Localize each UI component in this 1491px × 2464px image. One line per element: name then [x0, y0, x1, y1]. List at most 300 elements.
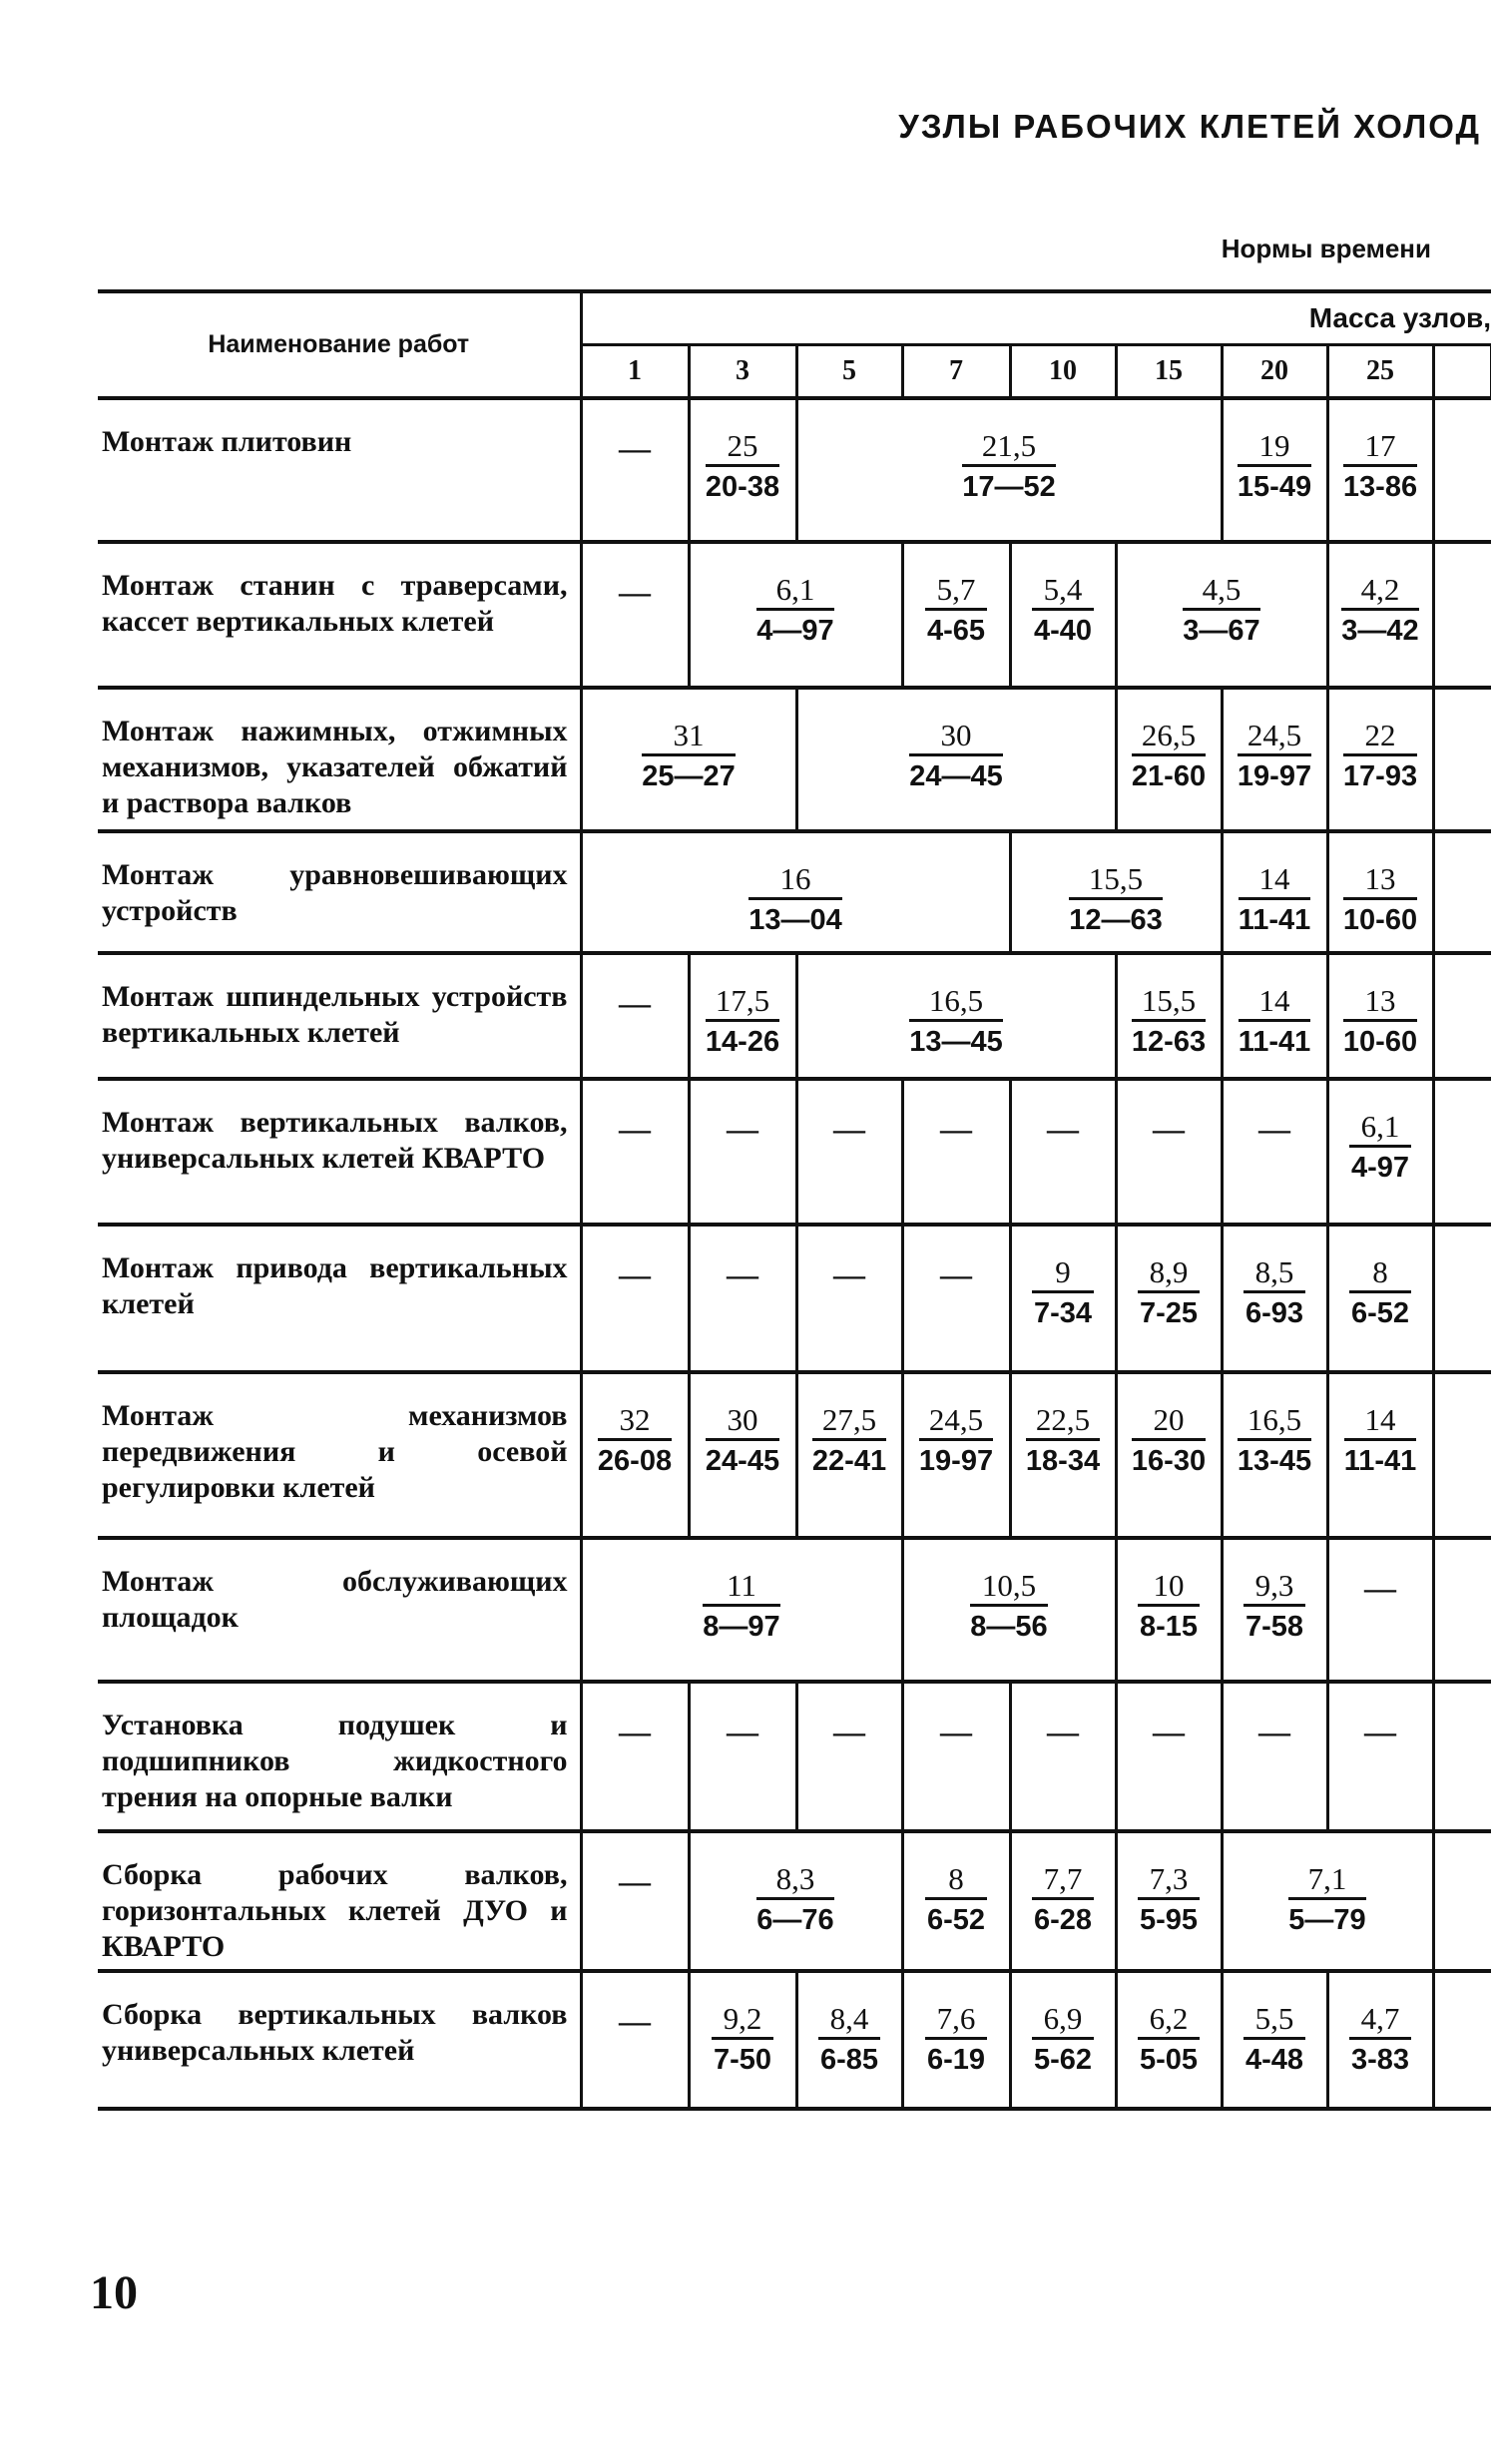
work-name: Монтаж привода вертикальных клетей	[102, 1251, 568, 1320]
overflow-cell	[1433, 1372, 1491, 1538]
work-name: Монтаж уравновешивающих устройств	[102, 858, 568, 927]
time-norm-fraction	[1343, 720, 1417, 792]
norm-cost: 4-97	[1350, 1152, 1410, 1184]
norm-cell	[902, 1682, 1010, 1831]
norm-cell	[1327, 831, 1433, 953]
norm-cell	[1327, 1682, 1433, 1831]
norm-time: 5,4	[1032, 574, 1094, 611]
table-row	[98, 398, 1491, 542]
no-value-dash: —	[1258, 1111, 1290, 1147]
work-name-cell	[98, 1372, 581, 1538]
no-value-dash: —	[619, 574, 651, 610]
work-name: Сборка рабочих валков, горизонтальных клетей ДУО и КВАРТО	[102, 1858, 568, 1963]
time-norm-fraction	[748, 863, 842, 936]
norm-time: 5,5	[1243, 2003, 1305, 2040]
time-norms-table	[98, 289, 1491, 2111]
norm-cell	[1222, 1225, 1327, 1372]
overflow-cell	[1433, 1225, 1491, 1372]
norm-time: 16,5	[1238, 1404, 1311, 1441]
norm-cost: 12-63	[1131, 1026, 1207, 1058]
no-value-dash: —	[1364, 1714, 1396, 1749]
table-row	[98, 1079, 1491, 1225]
norm-cell	[902, 1831, 1010, 1971]
norm-cell	[1010, 542, 1116, 688]
norm-cost: 19-97	[1237, 760, 1312, 792]
work-name: Монтаж механизмов передвижения и осевой регулировки клетей	[102, 1399, 568, 1504]
norm-cost: 7-58	[1244, 1611, 1304, 1643]
norm-cell	[1116, 953, 1222, 1079]
norm-cost: 4-65	[926, 615, 986, 647]
work-name: Монтаж вертикальных валков, универсальных клетей КВАРТО	[102, 1106, 568, 1175]
norm-time: 4,5	[1183, 574, 1259, 611]
overflow-cell	[1433, 831, 1491, 953]
norm-time: 7,1	[1288, 1863, 1365, 1900]
time-norm-fraction	[925, 2003, 987, 2076]
norm-cost: 10-60	[1342, 904, 1418, 936]
norm-time: 24,5	[1238, 720, 1311, 756]
mass-column-overflow	[1433, 345, 1491, 399]
norm-time: 4,7	[1349, 2003, 1411, 2040]
norm-time: 8,9	[1138, 1256, 1200, 1293]
no-value-dash: —	[727, 1111, 758, 1147]
time-norm-fraction	[1138, 1256, 1200, 1329]
norm-time: 24,5	[919, 1404, 993, 1441]
norm-cell	[1327, 1971, 1433, 2109]
norm-time: 14	[1239, 985, 1311, 1022]
work-name: Монтаж нажимных, отжимных механизмов, указателей обжатий и раствора валков	[102, 715, 568, 819]
norm-cost: 7-25	[1139, 1297, 1199, 1329]
norm-time: 19	[1238, 430, 1311, 467]
time-norm-fraction	[1341, 574, 1418, 647]
time-norm-fraction	[970, 1570, 1047, 1643]
norm-time: 9,3	[1243, 1570, 1305, 1607]
norm-cell	[1116, 1372, 1222, 1538]
time-norm-fraction	[1238, 1404, 1311, 1477]
norm-cell	[581, 1079, 689, 1225]
no-value-dash: —	[940, 1111, 972, 1147]
time-norm-fraction	[962, 430, 1056, 503]
time-norm-fraction	[1349, 1256, 1411, 1329]
norm-cost: 17-93	[1342, 760, 1418, 792]
norm-cost: 5-62	[1033, 2044, 1093, 2076]
overflow-cell	[1433, 542, 1491, 688]
norm-cost: 3—42	[1341, 615, 1419, 647]
overflow-cell	[1433, 1971, 1491, 2109]
norm-time: 16	[748, 863, 842, 900]
norm-cost: 10-60	[1342, 1026, 1418, 1058]
mass-column-1: 1	[581, 345, 689, 399]
work-name: Монтаж плитовин	[102, 425, 352, 458]
norm-cell	[1327, 1225, 1433, 1372]
norm-cost: 6-93	[1244, 1297, 1304, 1329]
norm-cell	[1222, 831, 1327, 953]
no-value-dash: —	[619, 1714, 651, 1749]
time-norm-fraction	[1026, 1404, 1100, 1477]
time-norm-fraction	[1344, 1404, 1417, 1477]
norm-cell	[1116, 1682, 1222, 1831]
time-norm-fraction	[1138, 1570, 1200, 1643]
norm-cell	[581, 398, 689, 542]
norm-cell	[581, 1682, 689, 1831]
no-value-dash: —	[619, 1256, 651, 1292]
norm-cell	[581, 1538, 902, 1682]
norm-cell	[1222, 398, 1327, 542]
time-norm-fraction	[756, 574, 833, 647]
work-name-cell	[98, 1079, 581, 1225]
no-value-dash: —	[1047, 1111, 1079, 1147]
norm-cell	[1116, 1538, 1222, 1682]
overflow-cell	[1433, 1538, 1491, 1682]
norm-cell	[581, 1971, 689, 2109]
table-row	[98, 1831, 1491, 1971]
norm-cost: 4-40	[1033, 615, 1093, 647]
norm-cost: 3-83	[1350, 2044, 1410, 2076]
norm-cost: 11-41	[1343, 1445, 1417, 1477]
norm-time: 7,7	[1032, 1863, 1094, 1900]
norm-time: 8,5	[1243, 1256, 1305, 1293]
table-header-row	[98, 291, 1491, 345]
no-value-dash: —	[619, 2003, 651, 2039]
work-name-cell	[98, 953, 581, 1079]
norm-cell	[796, 953, 1116, 1079]
norm-time: 7,6	[925, 2003, 987, 2040]
norm-cell	[1010, 1971, 1116, 2109]
table-row	[98, 688, 1491, 831]
norm-time: 8,4	[818, 2003, 880, 2040]
norm-time: 9,2	[712, 2003, 773, 2040]
norm-time: 22	[1343, 720, 1417, 756]
norm-cost: 11-41	[1238, 904, 1311, 936]
work-name-cell	[98, 1971, 581, 2109]
time-norm-fraction	[919, 1404, 993, 1477]
time-norm-fraction	[909, 720, 1003, 792]
no-value-dash: —	[940, 1256, 972, 1292]
mass-column-15: 15	[1116, 345, 1222, 399]
work-name-cell	[98, 1538, 581, 1682]
norm-time: 25	[706, 430, 779, 467]
norm-cost: 4-48	[1244, 2044, 1304, 2076]
work-name-cell	[98, 688, 581, 831]
mass-column-20: 20	[1222, 345, 1327, 399]
norm-cell	[1116, 1971, 1222, 2109]
norm-cell	[689, 398, 796, 542]
mass-column-5: 5	[796, 345, 902, 399]
norm-cost: 22-41	[811, 1445, 887, 1477]
norm-time: 26,5	[1132, 720, 1206, 756]
norm-time: 15,5	[1069, 863, 1163, 900]
norm-time: 4,2	[1341, 574, 1418, 611]
norm-cell	[689, 953, 796, 1079]
norm-cell	[1222, 1079, 1327, 1225]
norm-cost: 5-95	[1139, 1904, 1199, 1936]
norm-cell	[689, 1225, 796, 1372]
overflow-cell	[1433, 688, 1491, 831]
time-norm-fraction	[1032, 2003, 1094, 2076]
time-norm-fraction	[1032, 1256, 1094, 1329]
norm-cell	[581, 1372, 689, 1538]
norm-cell	[1222, 953, 1327, 1079]
norm-cell	[1116, 542, 1327, 688]
no-value-dash: —	[619, 1111, 651, 1147]
norm-cost: 13—04	[748, 904, 842, 936]
norm-time: 10	[1138, 1570, 1200, 1607]
norm-cost: 6—76	[756, 1904, 834, 1936]
norm-time: 8	[925, 1863, 987, 1900]
norm-time: 7,3	[1138, 1863, 1200, 1900]
no-value-dash: —	[833, 1714, 865, 1749]
time-norm-fraction	[1132, 1404, 1206, 1477]
time-norm-fraction	[1243, 1570, 1305, 1643]
work-name: Монтаж шпиндельных устройств вертикальных клетей	[102, 980, 568, 1049]
norm-time: 5,7	[925, 574, 987, 611]
time-norm-fraction	[1138, 2003, 1200, 2076]
norm-cost: 8—97	[703, 1611, 780, 1643]
norm-cell	[1010, 1682, 1116, 1831]
norm-cell	[1116, 1225, 1222, 1372]
table-row	[98, 1682, 1491, 1831]
time-norm-fraction	[1138, 1863, 1200, 1936]
no-value-dash: —	[833, 1111, 865, 1147]
norm-cost: 16-30	[1131, 1445, 1207, 1477]
no-value-dash: —	[1047, 1714, 1079, 1749]
overflow-cell	[1433, 1831, 1491, 1971]
norm-cell	[1222, 688, 1327, 831]
norm-cell	[796, 1225, 902, 1372]
norm-cell	[1222, 1971, 1327, 2109]
work-name-header: Наименование работ	[98, 291, 581, 398]
no-value-dash: —	[619, 430, 651, 466]
work-name-cell	[98, 398, 581, 542]
norm-cell	[1116, 1079, 1222, 1225]
time-norm-fraction	[812, 1404, 886, 1477]
norm-cost: 24-45	[705, 1445, 780, 1477]
norm-time: 20	[1132, 1404, 1206, 1441]
norm-cell	[902, 1225, 1010, 1372]
mass-column-7: 7	[902, 345, 1010, 399]
norm-cost: 4—97	[756, 615, 834, 647]
norm-cell	[1327, 398, 1433, 542]
time-norm-fraction	[1183, 574, 1259, 647]
time-norm-fraction	[1243, 1256, 1305, 1329]
norm-cost: 12—63	[1069, 904, 1163, 936]
overflow-cell	[1433, 1079, 1491, 1225]
norm-cell	[1010, 831, 1222, 953]
norm-cell	[1222, 1682, 1327, 1831]
norm-cell	[796, 1079, 902, 1225]
time-norm-fraction	[1243, 2003, 1305, 2076]
time-norm-fraction	[756, 1863, 833, 1936]
norm-cell	[902, 542, 1010, 688]
norm-time: 13	[1343, 985, 1417, 1022]
mass-column-10: 10	[1010, 345, 1116, 399]
norm-cell	[1327, 688, 1433, 831]
work-name: Монтаж обслуживающих площадок	[102, 1565, 568, 1634]
norm-cell	[1222, 1831, 1433, 1971]
norm-cost: 14-26	[705, 1026, 780, 1058]
time-norm-fraction	[598, 1404, 672, 1477]
overflow-cell	[1433, 953, 1491, 1079]
norm-time: 13	[1343, 863, 1417, 900]
norm-cell	[902, 1372, 1010, 1538]
norm-cell	[689, 1079, 796, 1225]
norm-cell	[1327, 953, 1433, 1079]
time-norm-fraction	[925, 574, 987, 647]
norm-cell	[581, 1831, 689, 1971]
norm-time: 6,9	[1032, 2003, 1094, 2040]
time-norm-fraction	[1069, 863, 1163, 936]
norm-cell	[581, 688, 796, 831]
norm-cell	[581, 953, 689, 1079]
norm-time: 22,5	[1026, 1404, 1100, 1441]
norm-cost: 6-52	[926, 1904, 986, 1936]
time-norm-fraction	[1239, 985, 1311, 1058]
work-name: Установка подушек и подшипников жидкостного трения на опорные валки	[102, 1709, 568, 1813]
norm-cost: 13-45	[1237, 1445, 1312, 1477]
time-norm-fraction	[1238, 720, 1311, 792]
norm-cost: 26-08	[597, 1445, 673, 1477]
norm-cell	[581, 542, 689, 688]
norm-time: 14	[1344, 1404, 1417, 1441]
norm-cell	[581, 1225, 689, 1372]
norm-cost: 25—27	[642, 760, 736, 792]
norm-cost: 6-28	[1033, 1904, 1093, 1936]
time-norm-fraction	[1238, 430, 1311, 503]
table-row	[98, 1372, 1491, 1538]
time-norm-fraction	[712, 2003, 773, 2076]
norm-cell	[796, 398, 1222, 542]
norm-cell	[902, 1538, 1116, 1682]
norm-cell	[902, 1079, 1010, 1225]
norm-cell	[1327, 1372, 1433, 1538]
time-norm-fraction	[1032, 1863, 1094, 1936]
norm-cell	[796, 1682, 902, 1831]
norm-time: 30	[706, 1404, 779, 1441]
work-name-cell	[98, 1225, 581, 1372]
overflow-cell	[1433, 1682, 1491, 1831]
norm-cost: 6-52	[1350, 1297, 1410, 1329]
norm-time: 32	[598, 1404, 672, 1441]
mass-column-3: 3	[689, 345, 796, 399]
norm-time: 17	[1343, 430, 1417, 467]
no-value-dash: —	[833, 1256, 865, 1292]
norm-cost: 11-41	[1238, 1026, 1311, 1058]
norm-time: 16,5	[909, 985, 1003, 1022]
no-value-dash: —	[727, 1714, 758, 1749]
mass-column-25: 25	[1327, 345, 1433, 399]
work-name: Монтаж станин с траверсами, кассет вертикальных клетей	[102, 569, 568, 638]
table-row	[98, 831, 1491, 953]
no-value-dash: —	[619, 985, 651, 1021]
norm-cost: 8-15	[1139, 1611, 1199, 1643]
time-norm-fraction	[1343, 430, 1417, 503]
norm-time: 6,1	[756, 574, 833, 611]
norm-cell	[1116, 1831, 1222, 1971]
time-norm-fraction	[642, 720, 736, 792]
time-norm-fraction	[1349, 2003, 1411, 2076]
time-norm-fraction	[1032, 574, 1094, 647]
norm-cost: 6-19	[926, 2044, 986, 2076]
work-name: Сборка вертикальных валков универсальных клетей	[102, 1998, 568, 2067]
norm-cost: 5-05	[1139, 2044, 1199, 2076]
norm-cost: 24—45	[909, 760, 1003, 792]
work-name-cell	[98, 542, 581, 688]
table-row	[98, 953, 1491, 1079]
norm-time: 8,3	[756, 1863, 833, 1900]
norm-cell	[902, 1971, 1010, 2109]
norm-time: 8	[1349, 1256, 1411, 1293]
time-norm-fraction	[703, 1570, 779, 1643]
time-norm-fraction	[818, 2003, 880, 2076]
work-name-cell	[98, 1831, 581, 1971]
norm-cell	[1222, 1538, 1327, 1682]
norm-time: 30	[909, 720, 1003, 756]
no-value-dash: —	[727, 1256, 758, 1292]
overflow-cell	[1433, 398, 1491, 542]
norm-time: 17,5	[706, 985, 779, 1022]
norm-time: 9	[1032, 1256, 1094, 1293]
norm-time: 27,5	[812, 1404, 886, 1441]
norm-cell	[1327, 542, 1433, 688]
norm-cost: 19-97	[918, 1445, 994, 1477]
norm-cost: 13—45	[909, 1026, 1003, 1058]
norm-cell	[1010, 1079, 1116, 1225]
norm-time: 11	[703, 1570, 779, 1607]
norm-cost: 6-85	[819, 2044, 879, 2076]
norm-cost: 13-86	[1342, 471, 1418, 503]
norm-cell	[1222, 1372, 1327, 1538]
norm-cell	[1010, 1831, 1116, 1971]
no-value-dash: —	[1364, 1570, 1396, 1606]
time-norm-fraction	[1343, 863, 1417, 936]
table-row	[98, 1225, 1491, 1372]
norm-time: 14	[1239, 863, 1311, 900]
norm-cost: 8—56	[970, 1611, 1048, 1643]
work-name-cell	[98, 831, 581, 953]
time-norm-fraction	[706, 1404, 779, 1477]
time-norm-fraction	[706, 985, 779, 1058]
norm-cell	[796, 688, 1116, 831]
time-norm-fraction	[1349, 1111, 1411, 1184]
time-norm-fraction	[1132, 985, 1206, 1058]
time-norm-fraction	[706, 430, 779, 503]
norm-cell	[689, 542, 902, 688]
norm-cell	[796, 1372, 902, 1538]
norm-time: 21,5	[962, 430, 1056, 467]
table-row	[98, 1538, 1491, 1682]
time-norm-fraction	[1288, 1863, 1365, 1936]
norm-time: 6,1	[1349, 1111, 1411, 1148]
norm-cost: 7-50	[713, 2044, 772, 2076]
section-subtitle: Нормы времени	[1221, 234, 1431, 263]
table-bottom-rule	[98, 2109, 1491, 2111]
norm-cell	[1010, 1372, 1116, 1538]
norm-cost: 5—79	[1288, 1904, 1366, 1936]
norm-cost: 3—67	[1183, 615, 1260, 647]
norm-time: 10,5	[970, 1570, 1047, 1607]
norm-time: 31	[642, 720, 736, 756]
norm-cost: 20-38	[705, 471, 780, 503]
no-value-dash: —	[619, 1863, 651, 1899]
norm-cost: 18-34	[1025, 1445, 1101, 1477]
norm-cost: 7-34	[1033, 1297, 1093, 1329]
page-title: УЗЛЫ РАБОЧИХ КЛЕТЕЙ ХОЛОД	[898, 108, 1481, 145]
norm-cell	[796, 1971, 902, 2109]
norm-cell	[689, 1682, 796, 1831]
time-norm-fraction	[1132, 720, 1206, 792]
table-row	[98, 1971, 1491, 2109]
mass-header: Масса узлов,	[581, 291, 1491, 345]
no-value-dash: —	[1258, 1714, 1290, 1749]
